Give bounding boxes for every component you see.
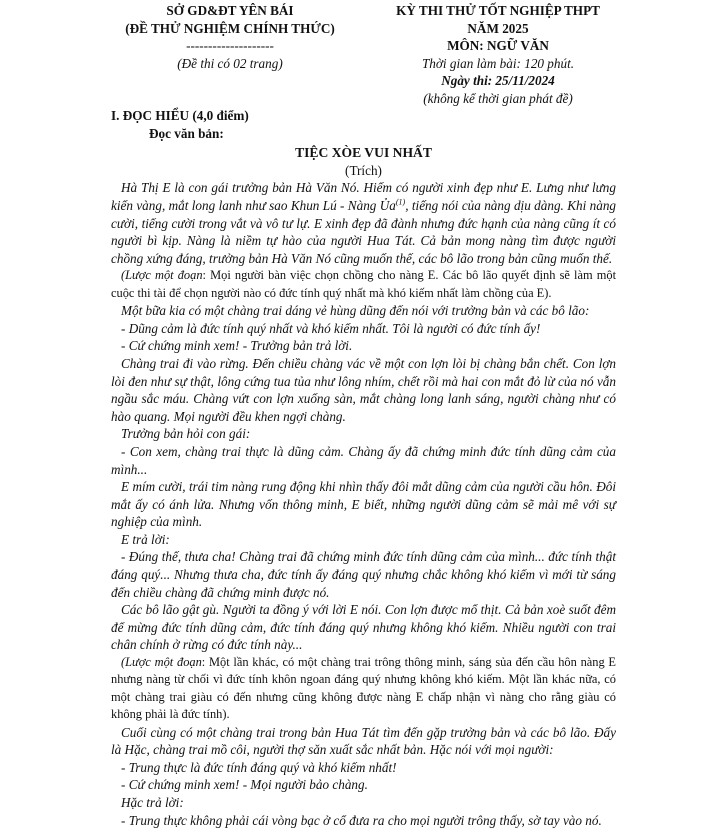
header-right <box>364 2 632 107</box>
paragraph: Chàng trai đi vào rừng. Đến chiều chàng vác về một con lợn lòi bị chàng bắn chết. Con lợn lòi đen như sự thật, lông cứng tua tủa như lông nhím, chết rồi mà hai con mắt đỏ lừ của nó vẫn ngầu sắc máu. Chàng vứt con lợn xuống sàn, mắt chàng long lanh sáng, người chàng như có hào quang. Mọi người đều khen ngợi chàng. <box>111 355 616 424</box>
dialogue-line: - Cứ chứng minh xem! - Mọi người bảo chàng. <box>121 777 368 793</box>
time-limit: Thời gian làm bài: 120 phút. <box>421 55 575 71</box>
dialogue-line: - Đúng thế, thưa cha! Chàng trai đã chứng minh đức tính dũng cảm của mình... đức tính thật đáng quý... Nhưng thưa cha, đức tính ấy đáng quý nhưng chắc không khó kiếm vì mới từ sáng đến chiều chàng đã chứng minh được nó. <box>111 549 616 600</box>
paragraph: Một bữa kia có một chàng trai dáng vẻ hùng dũng đến nói với trưởng bản và các bô lão: <box>121 303 590 319</box>
omitted-label: (Lược một đoạn <box>121 268 203 283</box>
subject-name: MÔN: NGỮ VĂN <box>447 38 549 53</box>
dialogue-line: - Trung thực là đức tính đáng quý và khó kiếm nhất! <box>121 759 397 775</box>
omitted-label: (Lược một đoạn <box>121 655 202 670</box>
exam-name: KỲ THI THỬ TỐT NGHIỆP THPT <box>396 3 600 18</box>
department-name: SỞ GD&ĐT YÊN BÁI <box>166 3 294 18</box>
footnote-ref: (1) <box>395 197 406 207</box>
header-divider: -------------------- <box>186 38 274 53</box>
paragraph: Hặc trả lời: <box>121 795 184 811</box>
omitted-text: : Mọi người bàn việc chọn chồng cho nàng E. Các bô lão quyết định sẽ làm một cuộc thi tài để chọn người nào có đức tính quý nhất mà khó kiếm nhất làm chồng của E). <box>111 268 617 300</box>
omitted-note <box>111 267 616 302</box>
paragraph-text: , tiếng nói của nàng dịu dàng. Khi nàng cười, tiếng cười trong vắt và vô tư lự. E xinh đẹp đã đành nhưng đức hạnh của nàng cũng ít có người bì kịp. Nàng là niềm tự hào của người Hua Tát. Cả bản mong nàng tìm được người chồng xứng đáng, trưởng bản Hà Văn Nó cũng muốn thế, các bô lão trong bản cũng muốn thế. <box>111 197 617 266</box>
paragraph <box>111 179 616 267</box>
page-count-note: (Đề thi có 02 trang) <box>177 55 283 71</box>
paragraph: E trả lời: <box>121 531 170 547</box>
paragraph: Các bô lão gật gù. Người ta đồng ý với lời E nói. Con lợn được mổ thịt. Cả bản xoè suốt đêm để mừng đức tính dũng cảm, đức tính đáng quý nhưng không khó kiếm. Nhiều người con trai chân chính ở rừng có đức tính này... <box>111 602 616 653</box>
trial-label: (ĐỀ THỬ NGHIỆM CHÍNH THỨC) <box>125 20 335 36</box>
omitted-text: : Một lần khác, có một chàng trai trông thông minh, sáng sủa đến cầu hôn nàng E nhưng nàng từ chối vì đức tính khôn ngoan đáng quý nhưng không khó kiếm. Một lần khác nữa, có một chàng trai giàu có đến nhưng cũng không được nàng E chấp nhận vì nàng cho rằng giàu có không phải là đức tính). <box>111 655 616 722</box>
paragraph-text: Hà Thị E là con gái trưởng bản Hà Văn Nó. Hiếm có người xinh đẹp như E. Lưng như lưng kiến vàng, mắt long lanh như sao Khun Lú - Nàng Ủa <box>111 180 616 213</box>
exam-year: NĂM 2025 <box>467 20 529 36</box>
omitted-note <box>111 654 616 724</box>
dialogue-line: - Trung thực không phải cái vòng bạc ở cổ đưa ra cho mọi người trông thấy, sờ tay vào nó. <box>121 812 602 828</box>
dialogue-line: - Cứ chứng minh xem! - Trưởng bản trả lời. <box>121 338 353 354</box>
header-left <box>96 2 364 72</box>
paragraph: Cuối cùng có một chàng trai trong bản Hua Tát tìm đến gặp trưởng bản và các bô lão. Đấy là Hặc, chàng trai mồ côi, người thợ săn xuất sắc nhất bản. Hặc nói với mọi người: <box>111 724 616 758</box>
dialogue-line: - Con xem, chàng trai thực là dũng cảm. Chàng ấy đã chứng minh đức tính dũng cảm của mình... <box>111 443 616 477</box>
document-subtitle: (Trích) <box>345 162 382 178</box>
paragraph: Trưởng bản hỏi con gái: <box>121 426 251 442</box>
time-note: (không kể thời gian phát đề) <box>423 90 573 106</box>
exam-date: Ngày thi: 25/11/2024 <box>441 73 555 88</box>
dialogue-line: - Dũng cảm là đức tính quý nhất và khó kiếm nhất. Tôi là người có đức tính ấy! <box>121 320 541 336</box>
exam-body <box>111 107 616 829</box>
paragraph: E mím cười, trái tim nàng rung động khi nhìn thấy đôi mắt dũng cảm của người cầu hôn. Đôi mắt ấy có ánh lửa. Nhưng vốn thông minh, E biết, những người dũng cảm sẽ mải mê với sự nghiệp của mình. <box>111 479 616 530</box>
section-title: I. ĐỌC HIỂU (4,0 điểm) <box>111 108 249 123</box>
reading-label: Đọc văn bản: <box>149 125 224 141</box>
document-title: TIỆC XÒE VUI NHẤT <box>295 145 432 161</box>
